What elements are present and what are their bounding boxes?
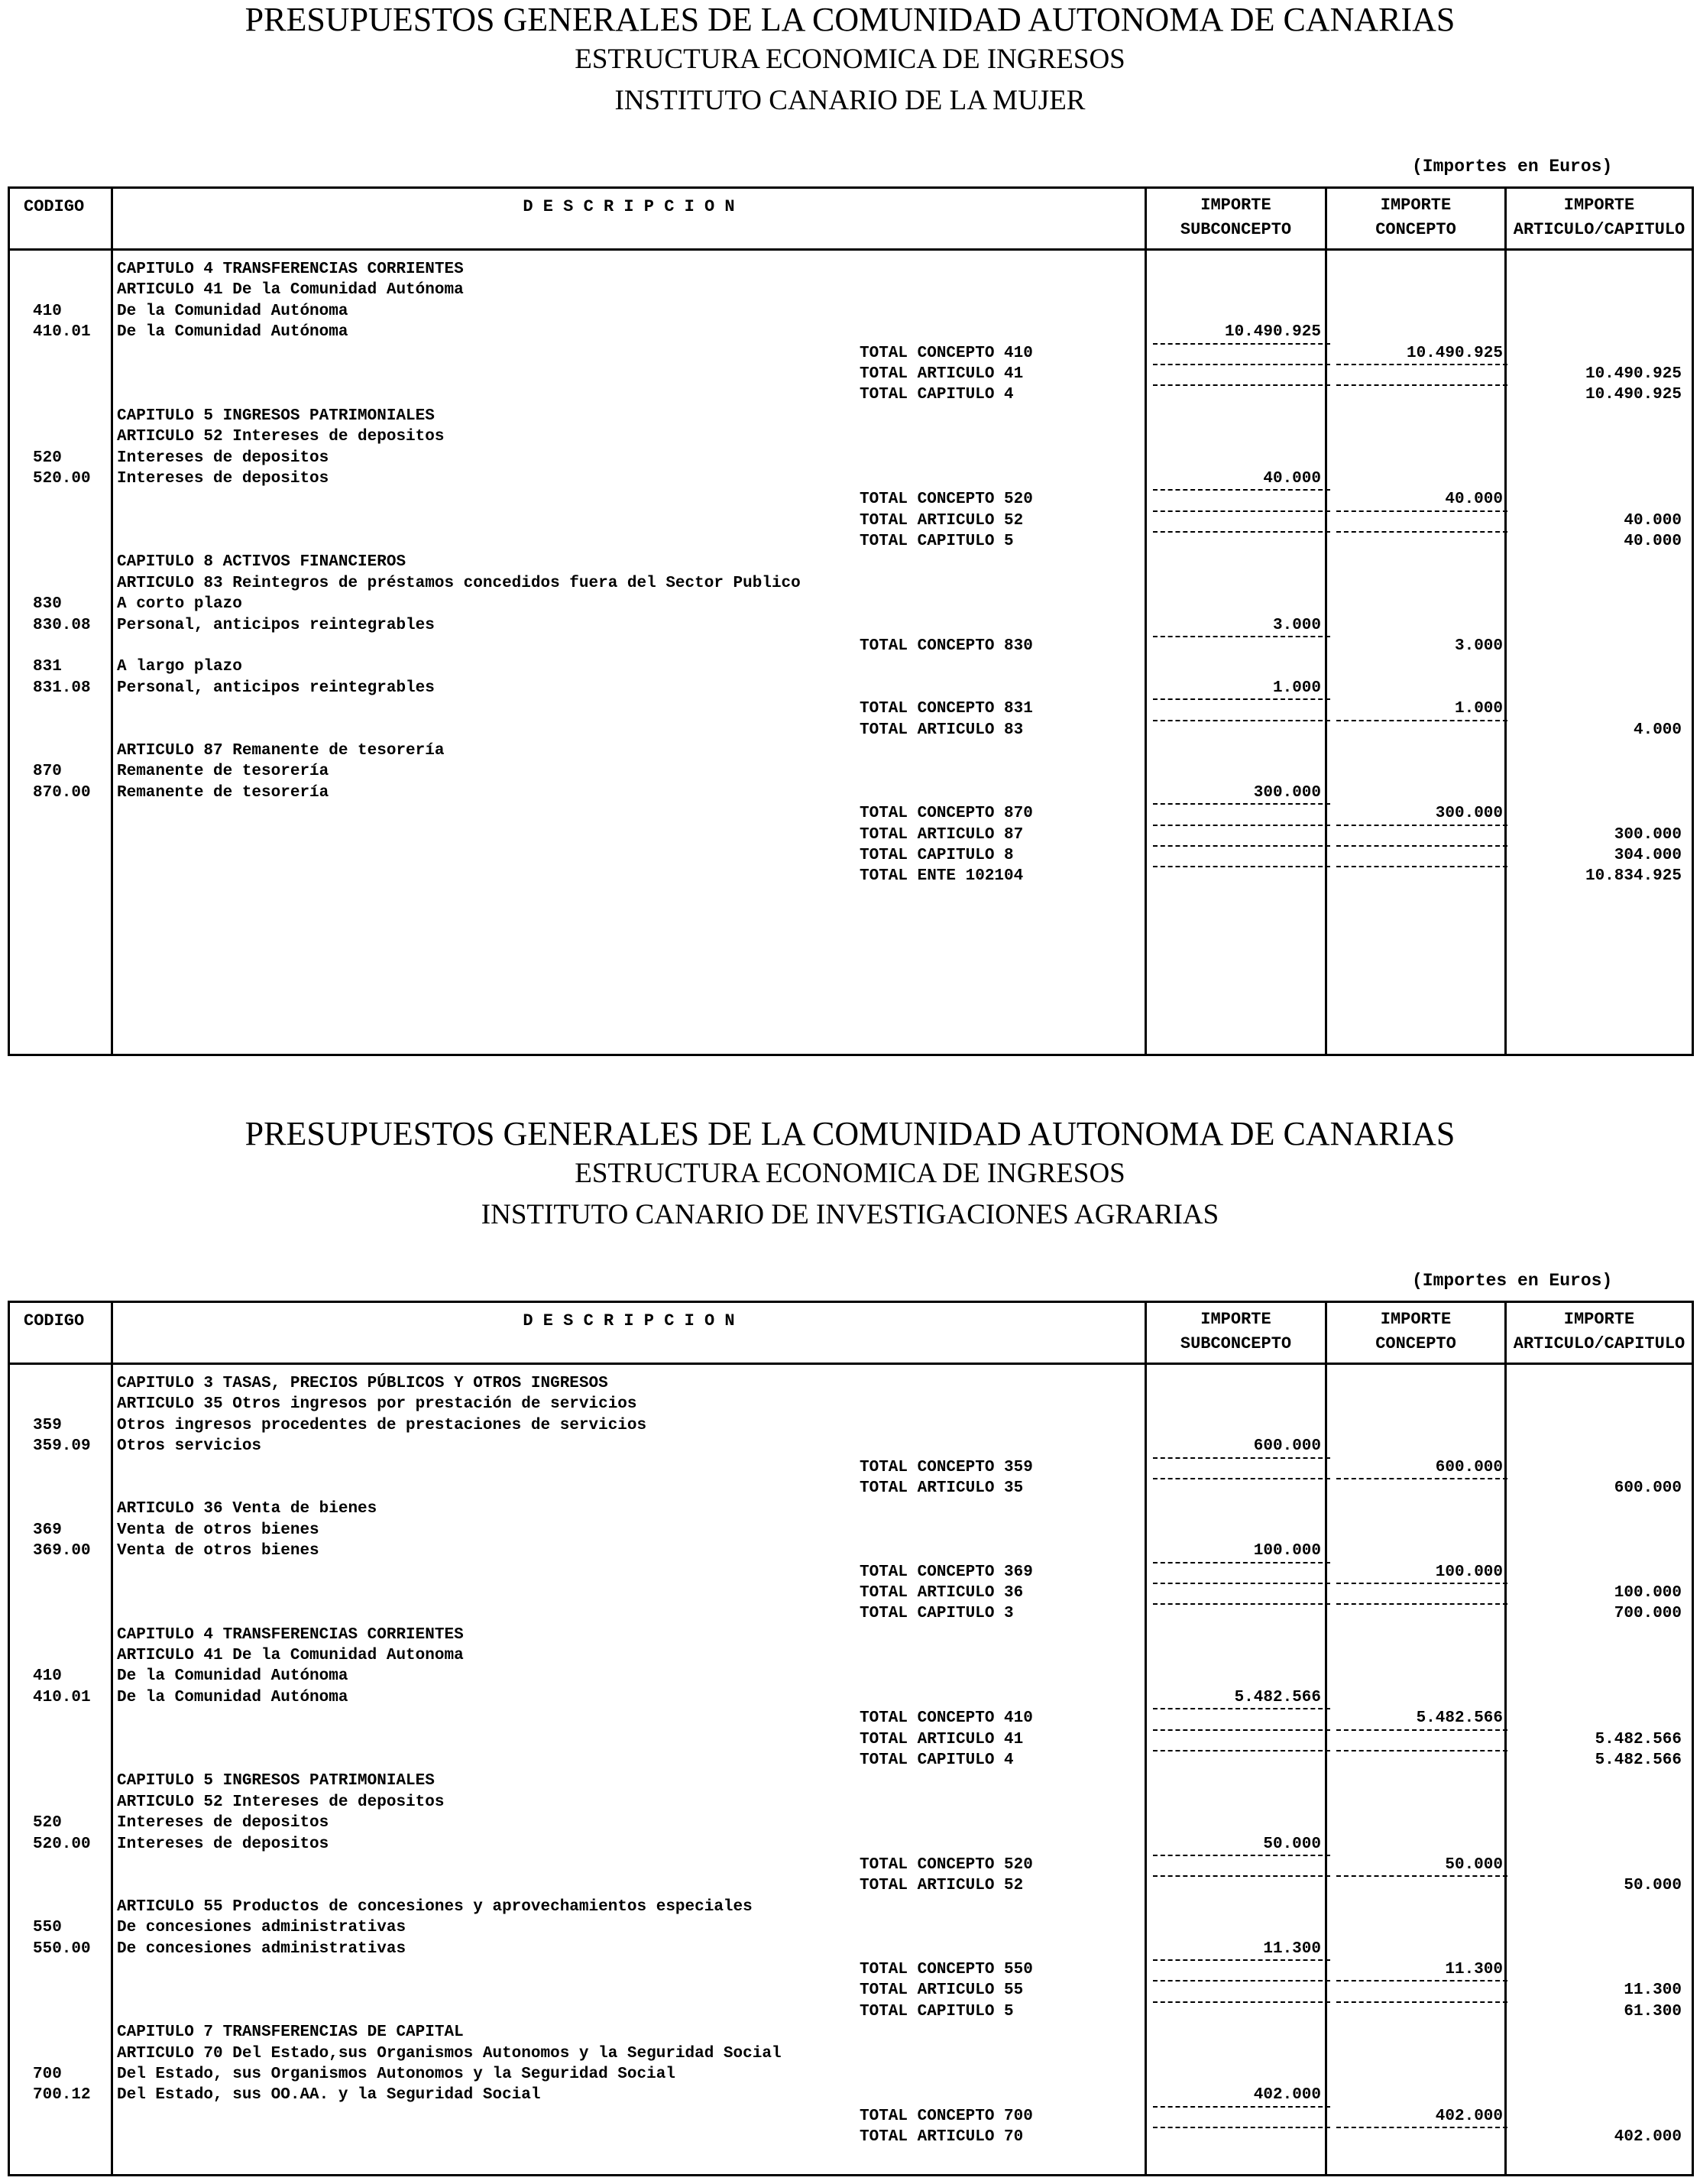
header-articulo-line2: ARTICULO/CAPITULO <box>1513 220 1685 239</box>
table-row <box>10 678 1692 698</box>
dashed-rule <box>1153 825 1330 826</box>
row-description: CAPITULO 5 INGRESOS PATRIMONIALES <box>117 407 435 425</box>
importe-subconcepto: 600.000 <box>1253 1437 1321 1456</box>
table-body <box>10 1373 1692 2147</box>
table-row <box>10 1373 1692 1394</box>
table-row <box>10 322 1692 342</box>
row-description: Venta de otros bienes <box>117 1542 319 1560</box>
total-row <box>10 489 1692 510</box>
row-description: ARTICULO 52 Intereses de depositos <box>117 1793 445 1811</box>
dashed-rule <box>1336 866 1507 867</box>
importe-articulo-capitulo: 40.000 <box>1624 511 1682 530</box>
total-row <box>10 1855 1692 1875</box>
header-concepto-line1: IMPORTE <box>1380 196 1452 215</box>
units-note: (Importes en Euros) <box>1412 1271 1613 1291</box>
table-row <box>10 259 1692 280</box>
page-title: PRESUPUESTOS GENERALES DE LA COMUNIDAD AUTONOMA DE CANARIAS <box>244 1 1456 38</box>
row-description: ARTICULO 70 Del Estado,sus Organismos Autonomos y la Seguridad Social <box>117 2044 782 2062</box>
row-description: CAPITULO 7 TRANSFERENCIAS DE CAPITAL <box>117 2024 464 2042</box>
total-label: TOTAL CONCEPTO 359 <box>860 1458 1033 1476</box>
importe-concepto: 402.000 <box>1435 2107 1503 2125</box>
dashed-rule <box>1336 2127 1507 2128</box>
table-row <box>10 573 1692 594</box>
row-code: 700 <box>33 2065 62 2083</box>
importe-articulo-capitulo: 304.000 <box>1614 846 1682 864</box>
entity-name: INSTITUTO CANARIO DE INVESTIGACIONES AGRARIAS <box>481 1199 1219 1230</box>
total-row <box>10 845 1692 866</box>
table-row <box>10 1625 1692 1645</box>
row-code: 550 <box>33 1919 62 1937</box>
budget-table <box>8 1301 1694 2176</box>
dashed-rule <box>1336 845 1507 847</box>
row-description: Venta de otros bienes <box>117 1521 319 1539</box>
dashed-rule <box>1153 531 1330 533</box>
row-description: Del Estado, sus Organismos Autonomos y la Seguridad Social <box>117 2065 675 2083</box>
dashed-rule <box>1153 2106 1330 2108</box>
row-description: Intereses de depositos <box>117 469 329 488</box>
dashed-rule <box>1153 1583 1330 1584</box>
importe-concepto: 11.300 <box>1445 1960 1503 1978</box>
total-row <box>10 1959 1692 1980</box>
total-label: TOTAL CONCEPTO 520 <box>860 1855 1033 1874</box>
table-row <box>10 1834 1692 1855</box>
row-description: A corto plazo <box>117 595 242 614</box>
dashed-rule <box>1336 1478 1507 1479</box>
dashed-rule <box>1336 510 1507 512</box>
importe-articulo-capitulo: 600.000 <box>1614 1479 1682 1497</box>
row-code: 369 <box>33 1521 62 1539</box>
row-description: De la Comunidad Autónoma <box>117 302 348 320</box>
row-code: 410.01 <box>33 323 91 342</box>
importe-articulo-capitulo: 10.490.925 <box>1585 386 1682 404</box>
row-description: ARTICULO 35 Otros ingresos por prestación de servicios <box>117 1395 637 1414</box>
total-label: TOTAL CONCEPTO 410 <box>860 1709 1033 1728</box>
dashed-rule <box>1336 364 1507 365</box>
table-row <box>10 1897 1692 1917</box>
importe-articulo-capitulo: 10.490.925 <box>1585 365 1682 383</box>
importe-concepto: 300.000 <box>1435 805 1503 823</box>
dashed-rule <box>1153 1603 1330 1605</box>
table-row <box>10 1939 1692 1959</box>
total-row <box>10 2106 1692 2127</box>
header-concepto-line2: CONCEPTO <box>1375 1334 1456 1353</box>
importe-articulo-capitulo: 40.000 <box>1624 533 1682 551</box>
total-row <box>10 1708 1692 1729</box>
dashed-rule <box>1153 1457 1330 1459</box>
total-row <box>10 1980 1692 2001</box>
budget-section-2 <box>0 1114 1700 2184</box>
total-label: TOTAL CAPITULO 4 <box>860 1751 1014 1770</box>
row-code: 550.00 <box>33 1939 91 1958</box>
total-label: TOTAL CONCEPTO 520 <box>860 491 1033 509</box>
table-row <box>10 594 1692 614</box>
importe-concepto: 600.000 <box>1435 1458 1503 1476</box>
importe-subconcepto: 5.482.566 <box>1234 1688 1321 1706</box>
total-row <box>10 1875 1692 1896</box>
row-code: 520.00 <box>33 469 91 488</box>
row-code: 870 <box>33 763 62 781</box>
importe-subconcepto: 11.300 <box>1263 1939 1321 1958</box>
total-label: TOTAL ARTICULO 87 <box>860 825 1024 844</box>
header-descripcion: D E S C R I P C I O N <box>523 1311 735 1330</box>
dashed-rule <box>1153 384 1330 386</box>
total-label: TOTAL CONCEPTO 369 <box>860 1563 1033 1581</box>
dashed-rule <box>1336 531 1507 533</box>
dashed-rule <box>1336 384 1507 386</box>
dashed-rule <box>1153 845 1330 847</box>
total-row <box>10 384 1692 405</box>
importe-articulo-capitulo: 5.482.566 <box>1595 1730 1682 1748</box>
header-articulo-line1: IMPORTE <box>1563 196 1635 215</box>
table-row <box>10 1792 1692 1813</box>
row-description: Personal, anticipos reintegrables <box>117 679 435 697</box>
row-description: Remanente de tesorería <box>117 783 329 802</box>
budget-section-1 <box>0 0 1700 1085</box>
importe-articulo-capitulo: 4.000 <box>1633 721 1682 739</box>
dashed-rule <box>1153 1855 1330 1856</box>
total-label: TOTAL CONCEPTO 550 <box>860 1960 1033 1978</box>
dashed-rule <box>1153 803 1330 805</box>
total-row <box>10 1603 1692 1624</box>
header-subconcepto-line1: IMPORTE <box>1200 196 1271 215</box>
dashed-rule <box>1153 636 1330 637</box>
row-description: ARTICULO 41 De la Comunidad Autonoma <box>117 1647 464 1665</box>
row-description: De concesiones administrativas <box>117 1939 406 1958</box>
row-description: Intereses de depositos <box>117 1835 329 1853</box>
table-row <box>10 406 1692 426</box>
row-description: CAPITULO 4 TRANSFERENCIAS CORRIENTES <box>117 261 464 278</box>
importe-articulo-capitulo: 100.000 <box>1614 1583 1682 1602</box>
row-description: CAPITULO 4 TRANSFERENCIAS CORRIENTES <box>117 1625 464 1644</box>
importe-concepto: 10.490.925 <box>1406 344 1503 362</box>
dashed-rule <box>1153 2127 1330 2128</box>
dashed-rule <box>1153 1562 1330 1563</box>
total-label: TOTAL ARTICULO 35 <box>860 1479 1024 1497</box>
table-row <box>10 1645 1692 1666</box>
row-description: ARTICULO 83 Reintegros de préstamos concedidos fuera del Sector Publico <box>117 574 801 592</box>
row-description: Otros servicios <box>117 1437 262 1456</box>
dashed-rule <box>1153 2001 1330 2003</box>
units-note: (Importes en Euros) <box>1412 157 1613 177</box>
table-row <box>10 1666 1692 1687</box>
header-codigo: CODIGO <box>24 197 85 216</box>
row-code: 831 <box>33 658 62 676</box>
total-label: TOTAL CAPITULO 5 <box>860 2002 1014 2020</box>
dashed-rule <box>1153 720 1330 721</box>
dashed-rule <box>1153 364 1330 365</box>
header-subconcepto-line2: SUBCONCEPTO <box>1180 220 1292 239</box>
row-description: CAPITULO 5 INGRESOS PATRIMONIALES <box>117 1772 435 1790</box>
total-row <box>10 1729 1692 1750</box>
total-label: TOTAL ARTICULO 52 <box>860 511 1024 530</box>
total-row <box>10 2001 1692 2022</box>
row-code: 369.00 <box>33 1542 91 1560</box>
total-label: TOTAL CONCEPTO 831 <box>860 700 1033 718</box>
dashed-rule <box>1153 510 1330 512</box>
table-row <box>10 761 1692 782</box>
importe-concepto: 50.000 <box>1445 1855 1503 1874</box>
importe-subconcepto: 10.490.925 <box>1224 323 1321 342</box>
dashed-rule <box>1336 1729 1507 1731</box>
table-row <box>10 280 1692 300</box>
header-descripcion: D E S C R I P C I O N <box>523 197 735 216</box>
total-label: TOTAL ENTE 102104 <box>860 867 1024 886</box>
budget-table <box>8 186 1694 1056</box>
importe-subconcepto: 402.000 <box>1253 2086 1321 2105</box>
total-label: TOTAL CAPITULO 5 <box>860 533 1014 551</box>
importe-concepto: 5.482.566 <box>1416 1709 1503 1728</box>
importe-articulo-capitulo: 402.000 <box>1614 2128 1682 2147</box>
row-code: 700.12 <box>33 2086 91 2105</box>
row-code: 359 <box>33 1416 62 1434</box>
table-row <box>10 2064 1692 2085</box>
total-label: TOTAL ARTICULO 41 <box>860 1730 1024 1748</box>
total-row <box>10 636 1692 656</box>
row-description: ARTICULO 52 Intereses de depositos <box>117 428 445 446</box>
total-label: TOTAL ARTICULO 55 <box>860 1981 1024 2000</box>
page-subtitle: ESTRUCTURA ECONOMICA DE INGRESOS <box>575 44 1125 75</box>
table-row <box>10 301 1692 322</box>
row-code: 359.09 <box>33 1437 91 1456</box>
table-row <box>10 468 1692 489</box>
table-row <box>10 448 1692 468</box>
total-row <box>10 343 1692 364</box>
total-label: TOTAL CAPITULO 8 <box>860 846 1014 864</box>
row-description: Remanente de tesorería <box>117 763 329 781</box>
total-row <box>10 364 1692 384</box>
total-row <box>10 510 1692 531</box>
row-description: De la Comunidad Autónoma <box>117 1667 348 1686</box>
total-label: TOTAL ARTICULO 70 <box>860 2128 1024 2147</box>
total-label: TOTAL ARTICULO 41 <box>860 365 1024 383</box>
table-row <box>10 656 1692 677</box>
importe-subconcepto: 100.000 <box>1253 1542 1321 1560</box>
row-description: CAPITULO 3 TASAS, PRECIOS PÚBLICOS Y OTROS INGRESOS <box>117 1375 608 1392</box>
entity-name: INSTITUTO CANARIO DE LA MUJER <box>614 85 1086 116</box>
page-title: PRESUPUESTOS GENERALES DE LA COMUNIDAD AUTONOMA DE CANARIAS <box>244 1115 1456 1152</box>
dashed-rule <box>1336 2001 1507 2003</box>
total-row <box>10 531 1692 552</box>
importe-concepto: 3.000 <box>1454 637 1503 656</box>
dashed-rule <box>1153 1875 1330 1877</box>
row-description: ARTICULO 87 Remanente de tesorería <box>117 741 445 760</box>
row-code: 410 <box>33 1667 62 1686</box>
total-label: TOTAL CONCEPTO 700 <box>860 2107 1033 2125</box>
row-description: CAPITULO 8 ACTIVOS FINANCIEROS <box>117 553 406 572</box>
row-description: ARTICULO 41 De la Comunidad Autónoma <box>117 281 464 300</box>
importe-subconcepto: 40.000 <box>1263 469 1321 488</box>
table-row <box>10 2085 1692 2105</box>
total-label: TOTAL CAPITULO 4 <box>860 386 1014 404</box>
total-label: TOTAL CONCEPTO 830 <box>860 637 1033 656</box>
total-label: TOTAL CONCEPTO 410 <box>860 344 1033 362</box>
importe-articulo-capitulo: 700.000 <box>1614 1605 1682 1623</box>
table-row <box>10 1771 1692 1791</box>
total-row <box>10 1583 1692 1603</box>
importe-articulo-capitulo: 50.000 <box>1624 1877 1682 1895</box>
total-row <box>10 2127 1692 2147</box>
row-code: 520.00 <box>33 1835 91 1853</box>
importe-concepto: 100.000 <box>1435 1563 1503 1581</box>
total-row <box>10 720 1692 740</box>
total-label: TOTAL ARTICULO 36 <box>860 1583 1024 1602</box>
dashed-rule <box>1153 1729 1330 1731</box>
total-row <box>10 803 1692 824</box>
header-concepto-line2: CONCEPTO <box>1375 220 1456 239</box>
total-row <box>10 1478 1692 1499</box>
header-subconcepto-line1: IMPORTE <box>1200 1310 1271 1329</box>
total-row <box>10 1750 1692 1771</box>
dashed-rule <box>1336 825 1507 826</box>
table-row <box>10 1394 1692 1414</box>
header-articulo-line1: IMPORTE <box>1563 1310 1635 1329</box>
row-code: 520 <box>33 1814 62 1832</box>
row-description: De la Comunidad Autónoma <box>117 323 348 342</box>
dashed-rule <box>1153 1959 1330 1961</box>
table-row <box>10 2022 1692 2043</box>
table-row <box>10 615 1692 636</box>
importe-subconcepto: 3.000 <box>1272 616 1321 634</box>
row-description: ARTICULO 36 Venta de bienes <box>117 1500 377 1518</box>
dashed-rule <box>1336 1980 1507 1981</box>
row-code: 830 <box>33 595 62 614</box>
total-row <box>10 866 1692 886</box>
row-code: 410 <box>33 302 62 320</box>
table-row <box>10 740 1692 761</box>
row-code: 870.00 <box>33 783 91 802</box>
importe-subconcepto: 50.000 <box>1263 1835 1321 1853</box>
header-concepto-line1: IMPORTE <box>1380 1310 1452 1329</box>
dashed-rule <box>1336 1603 1507 1605</box>
total-label: TOTAL ARTICULO 83 <box>860 721 1024 739</box>
row-description: De concesiones administrativas <box>117 1919 406 1937</box>
table-row <box>10 1415 1692 1436</box>
importe-subconcepto: 300.000 <box>1253 783 1321 802</box>
dashed-rule <box>1153 866 1330 867</box>
table-row <box>10 1520 1692 1541</box>
importe-articulo-capitulo: 10.834.925 <box>1585 867 1682 886</box>
importe-articulo-capitulo: 300.000 <box>1614 825 1682 844</box>
table-row <box>10 1813 1692 1833</box>
dashed-rule <box>1153 1750 1330 1751</box>
header-codigo: CODIGO <box>24 1311 85 1330</box>
total-label: TOTAL CAPITULO 3 <box>860 1605 1014 1623</box>
row-description: Intereses de depositos <box>117 1814 329 1832</box>
row-code: 410.01 <box>33 1688 91 1706</box>
header-divider <box>10 1363 1692 1365</box>
importe-concepto: 40.000 <box>1445 491 1503 509</box>
total-row <box>10 825 1692 845</box>
total-row <box>10 1457 1692 1478</box>
dashed-rule <box>1153 489 1330 491</box>
dashed-rule <box>1336 1583 1507 1584</box>
dashed-rule <box>1153 698 1330 700</box>
row-description: Personal, anticipos reintegrables <box>117 616 435 634</box>
total-label: TOTAL CONCEPTO 870 <box>860 805 1033 823</box>
importe-articulo-capitulo: 11.300 <box>1624 1981 1682 2000</box>
row-description: De la Comunidad Autónoma <box>117 1688 348 1706</box>
row-description: Del Estado, sus OO.AA. y la Seguridad Social <box>117 2086 541 2105</box>
table-row <box>10 783 1692 803</box>
row-description: A largo plazo <box>117 658 242 676</box>
total-row <box>10 698 1692 719</box>
total-row <box>10 1562 1692 1583</box>
dashed-rule <box>1336 1875 1507 1877</box>
table-row <box>10 1917 1692 1938</box>
dashed-rule <box>1153 1708 1330 1709</box>
row-code: 831.08 <box>33 679 91 697</box>
dashed-rule <box>1153 1980 1330 1981</box>
row-description: ARTICULO 55 Productos de concesiones y aprovechamientos especiales <box>117 1897 753 1916</box>
table-row <box>10 552 1692 572</box>
row-code: 830.08 <box>33 616 91 634</box>
header-subconcepto-line2: SUBCONCEPTO <box>1180 1334 1292 1353</box>
table-row <box>10 2043 1692 2064</box>
table-row <box>10 426 1692 447</box>
table-row <box>10 1541 1692 1561</box>
table-row <box>10 1499 1692 1519</box>
dashed-rule <box>1336 1750 1507 1751</box>
row-description: Intereses de depositos <box>117 449 329 467</box>
dashed-rule <box>1336 720 1507 721</box>
row-code: 520 <box>33 449 62 467</box>
importe-articulo-capitulo: 5.482.566 <box>1595 1751 1682 1770</box>
page-subtitle: ESTRUCTURA ECONOMICA DE INGRESOS <box>575 1158 1125 1189</box>
table-row <box>10 1687 1692 1708</box>
importe-concepto: 1.000 <box>1454 700 1503 718</box>
importe-subconcepto: 1.000 <box>1272 679 1321 697</box>
dashed-rule <box>1153 343 1330 345</box>
row-description: Otros ingresos procedentes de prestaciones de servicios <box>117 1416 647 1434</box>
table-body <box>10 259 1692 887</box>
header-divider <box>10 248 1692 251</box>
dashed-rule <box>1153 1478 1330 1479</box>
header-articulo-line2: ARTICULO/CAPITULO <box>1513 1334 1685 1353</box>
table-row <box>10 1436 1692 1457</box>
importe-articulo-capitulo: 61.300 <box>1624 2002 1682 2020</box>
total-label: TOTAL ARTICULO 52 <box>860 1877 1024 1895</box>
